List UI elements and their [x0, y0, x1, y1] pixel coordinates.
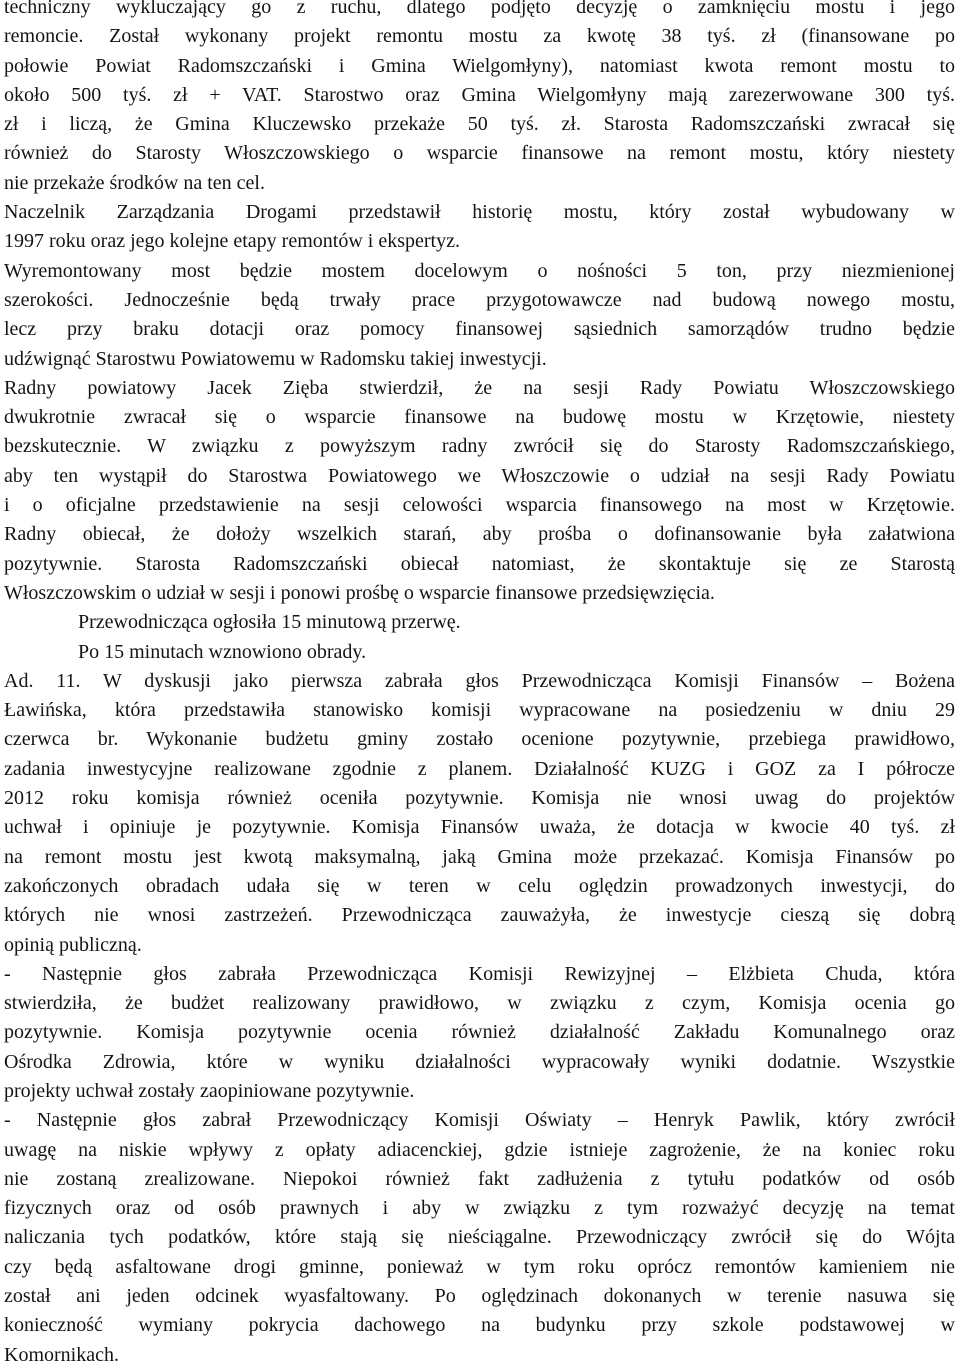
text-line: których nie wnosi zastrzeżeń. Przewodnicząca zauważyła, że inwestycje cieszą się dobrą [4, 904, 955, 927]
text-line: remoncie. Został wykonany projekt remontu mostu za kwotę 38 tyś. zł (finansowane po [4, 25, 955, 48]
text-line: aby ten wystąpił do Starostwa Powiatowego we Włoszczowie o udział na sesji Rady Powiatu [4, 464, 955, 487]
text-line: naliczania tych podatków, które stają się nieściągalne. Przewodniczący zwrócił się do Wójta [4, 1226, 955, 1249]
text-line: około 500 tyś. zł + VAT. Starostwo oraz Gmina Wielgomłyny mają zarezerwowane 300 tyś. [4, 83, 955, 106]
text-line: nie zostaną zrealizowane. Niepokoi również fakt zadłużenia z tytułu podatków od osób [4, 1167, 955, 1190]
text-line: projekty uchwał zostały zaopiniowane pozytywnie. [4, 1079, 415, 1102]
text-line: - Następnie głos zabrała Przewodnicząca Komisji Rewizyjnej – Elżbieta Chuda, która [4, 962, 955, 985]
text-line: opinią publiczną. [4, 933, 142, 956]
text-line: 2012 roku komisja również oceniła pozytywnie. Komisja nie wnosi uwag do projektów [4, 787, 955, 810]
text-line: zakończonych obradach udała się w teren w celu oględzin prowadzonych inwestycji, do [4, 874, 955, 897]
text-line: połowie Powiat Radomszczański i Gmina Wielgomłyny), natomiast kwota remont mostu to [4, 54, 955, 77]
text-line: został ani jeden odcinek wyasfaltowany. Po oględzinach dokonanych w terenie nasuwa się [4, 1285, 955, 1308]
text-line: Komornikach. [4, 1343, 119, 1366]
text-line: nie przekaże środków na ten cel. [4, 171, 265, 194]
text-line: zł i liczą, że Gmina Kluczewsko przekaże 50 tyś. zł. Starosta Radomszczański zwracał się [4, 113, 955, 136]
text-line: stwierdziła, że budżet realizowany prawidłowo, w związku z czym, Komisja ocenia go [4, 992, 955, 1015]
text-line: czy będą asfaltowane drogi gminne, ponieważ w tym roku oprócz remontów kamieniem nie [4, 1255, 955, 1278]
text-line: zadania inwestycyjne realizowane zgodnie z planem. Działalność KUZG i GOZ za I półrocze [4, 757, 955, 780]
text-line: czerwca br. Wykonanie budżetu gminy zostało ocenione pozytywnie, przebiega prawidłowo, [4, 728, 955, 751]
text-line: dwukrotnie zwracał się o wsparcie finansowe na budowę mostu w Krzętowie, niestety [4, 406, 955, 429]
text-line: Ad. 11. W dyskusji jako pierwsza zabrała głos Przewodnicząca Komisji Finansów – Bożena [4, 669, 955, 692]
text-line: Radny obiecał, że dołoży wszelkich starań, aby prośba o dofinansowanie była załatwiona [4, 523, 955, 546]
text-line: Radny powiatowy Jacek Zięba stwierdził, że na sesji Rady Powiatu Włoszczowskiego [4, 376, 955, 399]
text-line: szerokości. Jednocześnie będą trwały prace przygotowawcze nad budową nowego mostu, [4, 288, 955, 311]
text-line: Ośrodka Zdrowia, które w wyniku działalności wypracowały wyniki dodatnie. Wszystkie [4, 1050, 955, 1073]
text-line: pozytywnie. Komisja pozytywnie ocenia również działalność Zakładu Komunalnego oraz [4, 1021, 955, 1044]
text-line: techniczny wykluczający go z ruchu, dlatego podjęto decyzję o zamknięciu mostu i jego [4, 0, 955, 18]
text-line: Włoszczowskim o udział w sesji i ponowi prośbę o wsparcie finansowe przedsięwzięcia. [4, 581, 715, 604]
text-line: bezskutecznie. W związku z powyższym radny zwrócił się do Starosty Radomszczańskiego, [4, 435, 955, 458]
text-line: konieczność wymiany pokrycia dachowego na budynku przy szkole podstawowej w [4, 1314, 955, 1337]
text-line: pozytywnie. Starosta Radomszczański obiecał natomiast, że skontaktuje się ze Starostą [4, 552, 955, 575]
text-line: udźwignąć Starostwu Powiatowemu w Radomsku takiej inwestycji. [4, 347, 547, 370]
text-line: na remont mostu jest kwotą maksymalną, jaką Gmina może przekazać. Komisja Finansów po [4, 845, 955, 868]
text-line: i o oficjalne przedstawienie na sesji celowości wsparcia finansowego na most w Krzętowie. [4, 494, 955, 517]
text-line: Wyremontowany most będzie mostem docelowym o nośności 5 ton, przy niezmienionej [4, 259, 955, 282]
text-line: uwagę na niskie wpływy z opłaty adiacenckiej, gdzie istnieje zagrożenie, że na koniec roku [4, 1138, 955, 1161]
text-line: Po 15 minutach wznowiono obrady. [78, 640, 367, 663]
text-line: uchwał i opiniuje je pozytywnie. Komisja Finansów uważa, że dotacja w kwocie 40 tyś. zł [4, 816, 955, 839]
text-line: fizycznych oraz od osób prawnych i aby w związku z tym rozważyć decyzję na temat [4, 1197, 955, 1220]
text-line: Naczelnik Zarządzania Drogami przedstawił historię mostu, który został wybudowany w [4, 201, 955, 224]
document-page [4, 0, 955, 1370]
text-line: - Następnie głos zabrał Przewodniczący Komisji Oświaty – Henryk Pawlik, który zwrócił [4, 1109, 955, 1132]
text-line: lecz przy braku dotacji oraz pomocy finansowej sąsiednich samorządów trudno będzie [4, 318, 955, 341]
text-line: 1997 roku oraz jego kolejne etapy remontów i ekspertyz. [4, 230, 460, 253]
text-line: Ławińska, która przedstawiła stanowisko komisji wypracowane na posiedzeniu w dniu 29 [4, 699, 955, 722]
text-line: również do Starosty Włoszczowskiego o wsparcie finansowe na remont mostu, który niestety [4, 142, 955, 165]
text-line: Przewodnicząca ogłosiła 15 minutową przerwę. [78, 611, 461, 634]
